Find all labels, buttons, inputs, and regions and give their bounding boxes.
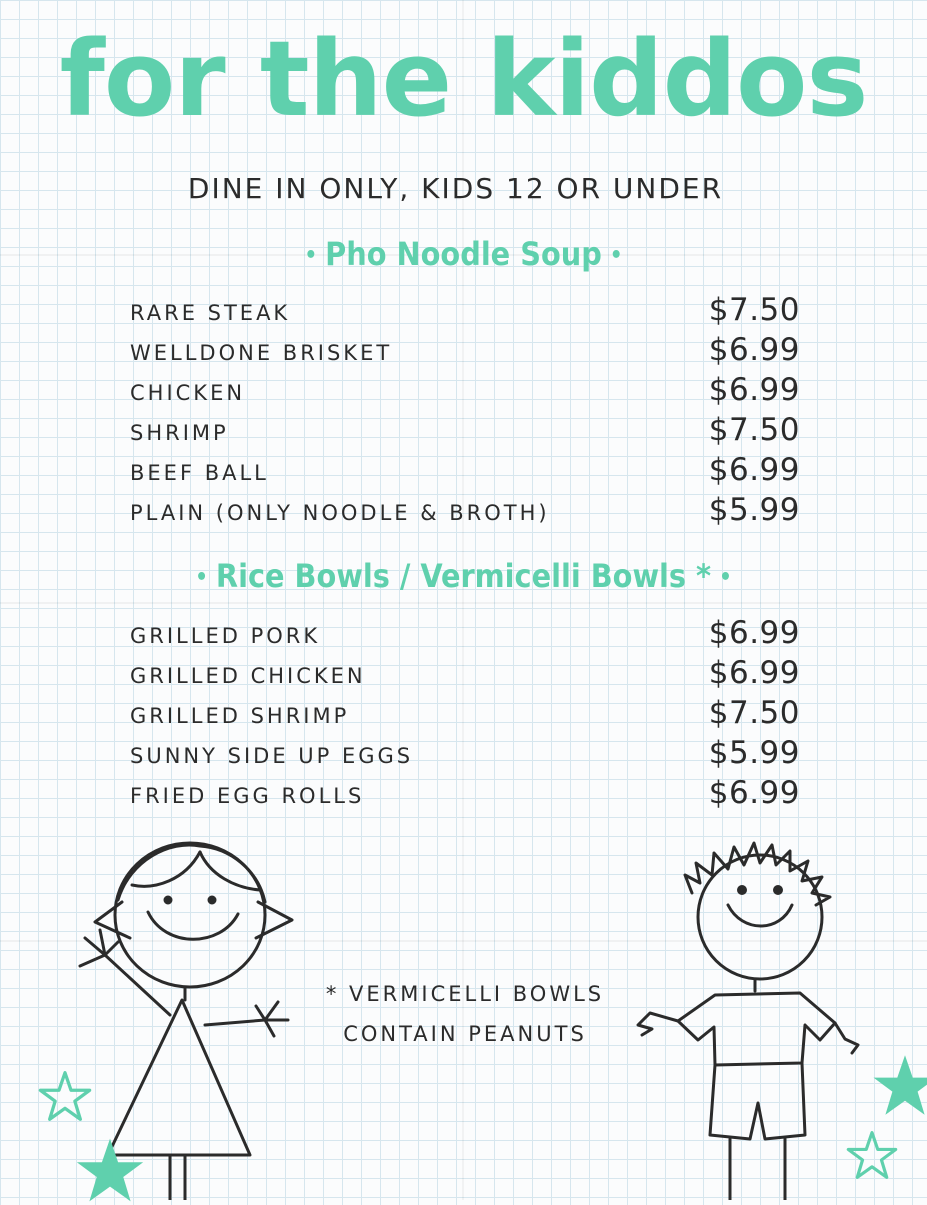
item-name: SUNNY SIDE UP EGGS [130, 744, 413, 768]
item-price: $7.50 [709, 695, 800, 731]
menu-item [130, 655, 800, 695]
item-name: RARE STEAK [130, 301, 290, 325]
menu-item [130, 332, 800, 372]
section-heading-pho [0, 232, 927, 278]
star-icon [845, 1130, 899, 1180]
menu-item [130, 412, 800, 452]
footnote-line: CONTAIN PEANUTS [300, 1014, 630, 1054]
menu-subtitle: DINE IN ONLY, KIDS 12 OR UNDER [0, 172, 911, 205]
item-price: $5.99 [709, 492, 800, 528]
bullet-dot: • [711, 565, 740, 590]
item-price: $6.99 [709, 615, 800, 651]
item-name: BEEF BALL [130, 461, 269, 485]
item-price: $6.99 [709, 332, 800, 368]
item-price: $7.50 [709, 292, 800, 328]
item-name: PLAIN (ONLY NOODLE & BROTH) [130, 501, 550, 525]
item-name: SHRIMP [130, 421, 229, 445]
item-price: $6.99 [709, 372, 800, 408]
item-price: $6.99 [709, 452, 800, 488]
item-name: FRIED EGG ROLLS [130, 784, 364, 808]
menu-list-rice-bowls [130, 615, 800, 815]
peanut-footnote [300, 974, 630, 1054]
item-name: WELLDONE BRISKET [130, 341, 392, 365]
item-name: GRILLED SHRIMP [130, 704, 349, 728]
item-name: GRILLED CHICKEN [130, 664, 366, 688]
item-name: GRILLED PORK [130, 624, 320, 648]
menu-item [130, 492, 800, 532]
menu-item [130, 735, 800, 775]
section-heading-rice-bowls [0, 554, 927, 600]
menu-item [130, 695, 800, 735]
menu-item [130, 452, 800, 492]
section-heading-label: Rice Bowls / Vermicelli Bowls * [216, 557, 711, 595]
item-name: CHICKEN [130, 381, 245, 405]
menu-item [130, 372, 800, 412]
menu-title: for the kiddos [0, 14, 927, 144]
menu-item [130, 775, 800, 815]
star-icon [36, 1070, 94, 1122]
item-price: $7.50 [709, 412, 800, 448]
boy-drawing-icon [630, 835, 870, 1200]
bullet-dot: • [187, 565, 216, 590]
bullet-dot: • [602, 243, 631, 268]
menu-item [130, 615, 800, 655]
section-heading-label: Pho Noodle Soup [325, 235, 602, 273]
star-icon [870, 1050, 927, 1120]
menu-list-pho [130, 292, 800, 532]
item-price: $5.99 [709, 735, 800, 771]
footnote-line: * VERMICELLI BOWLS [300, 974, 630, 1014]
item-price: $6.99 [709, 775, 800, 811]
menu-item [130, 292, 800, 332]
item-price: $6.99 [709, 655, 800, 691]
bullet-dot: • [297, 243, 326, 268]
star-icon [70, 1135, 150, 1205]
